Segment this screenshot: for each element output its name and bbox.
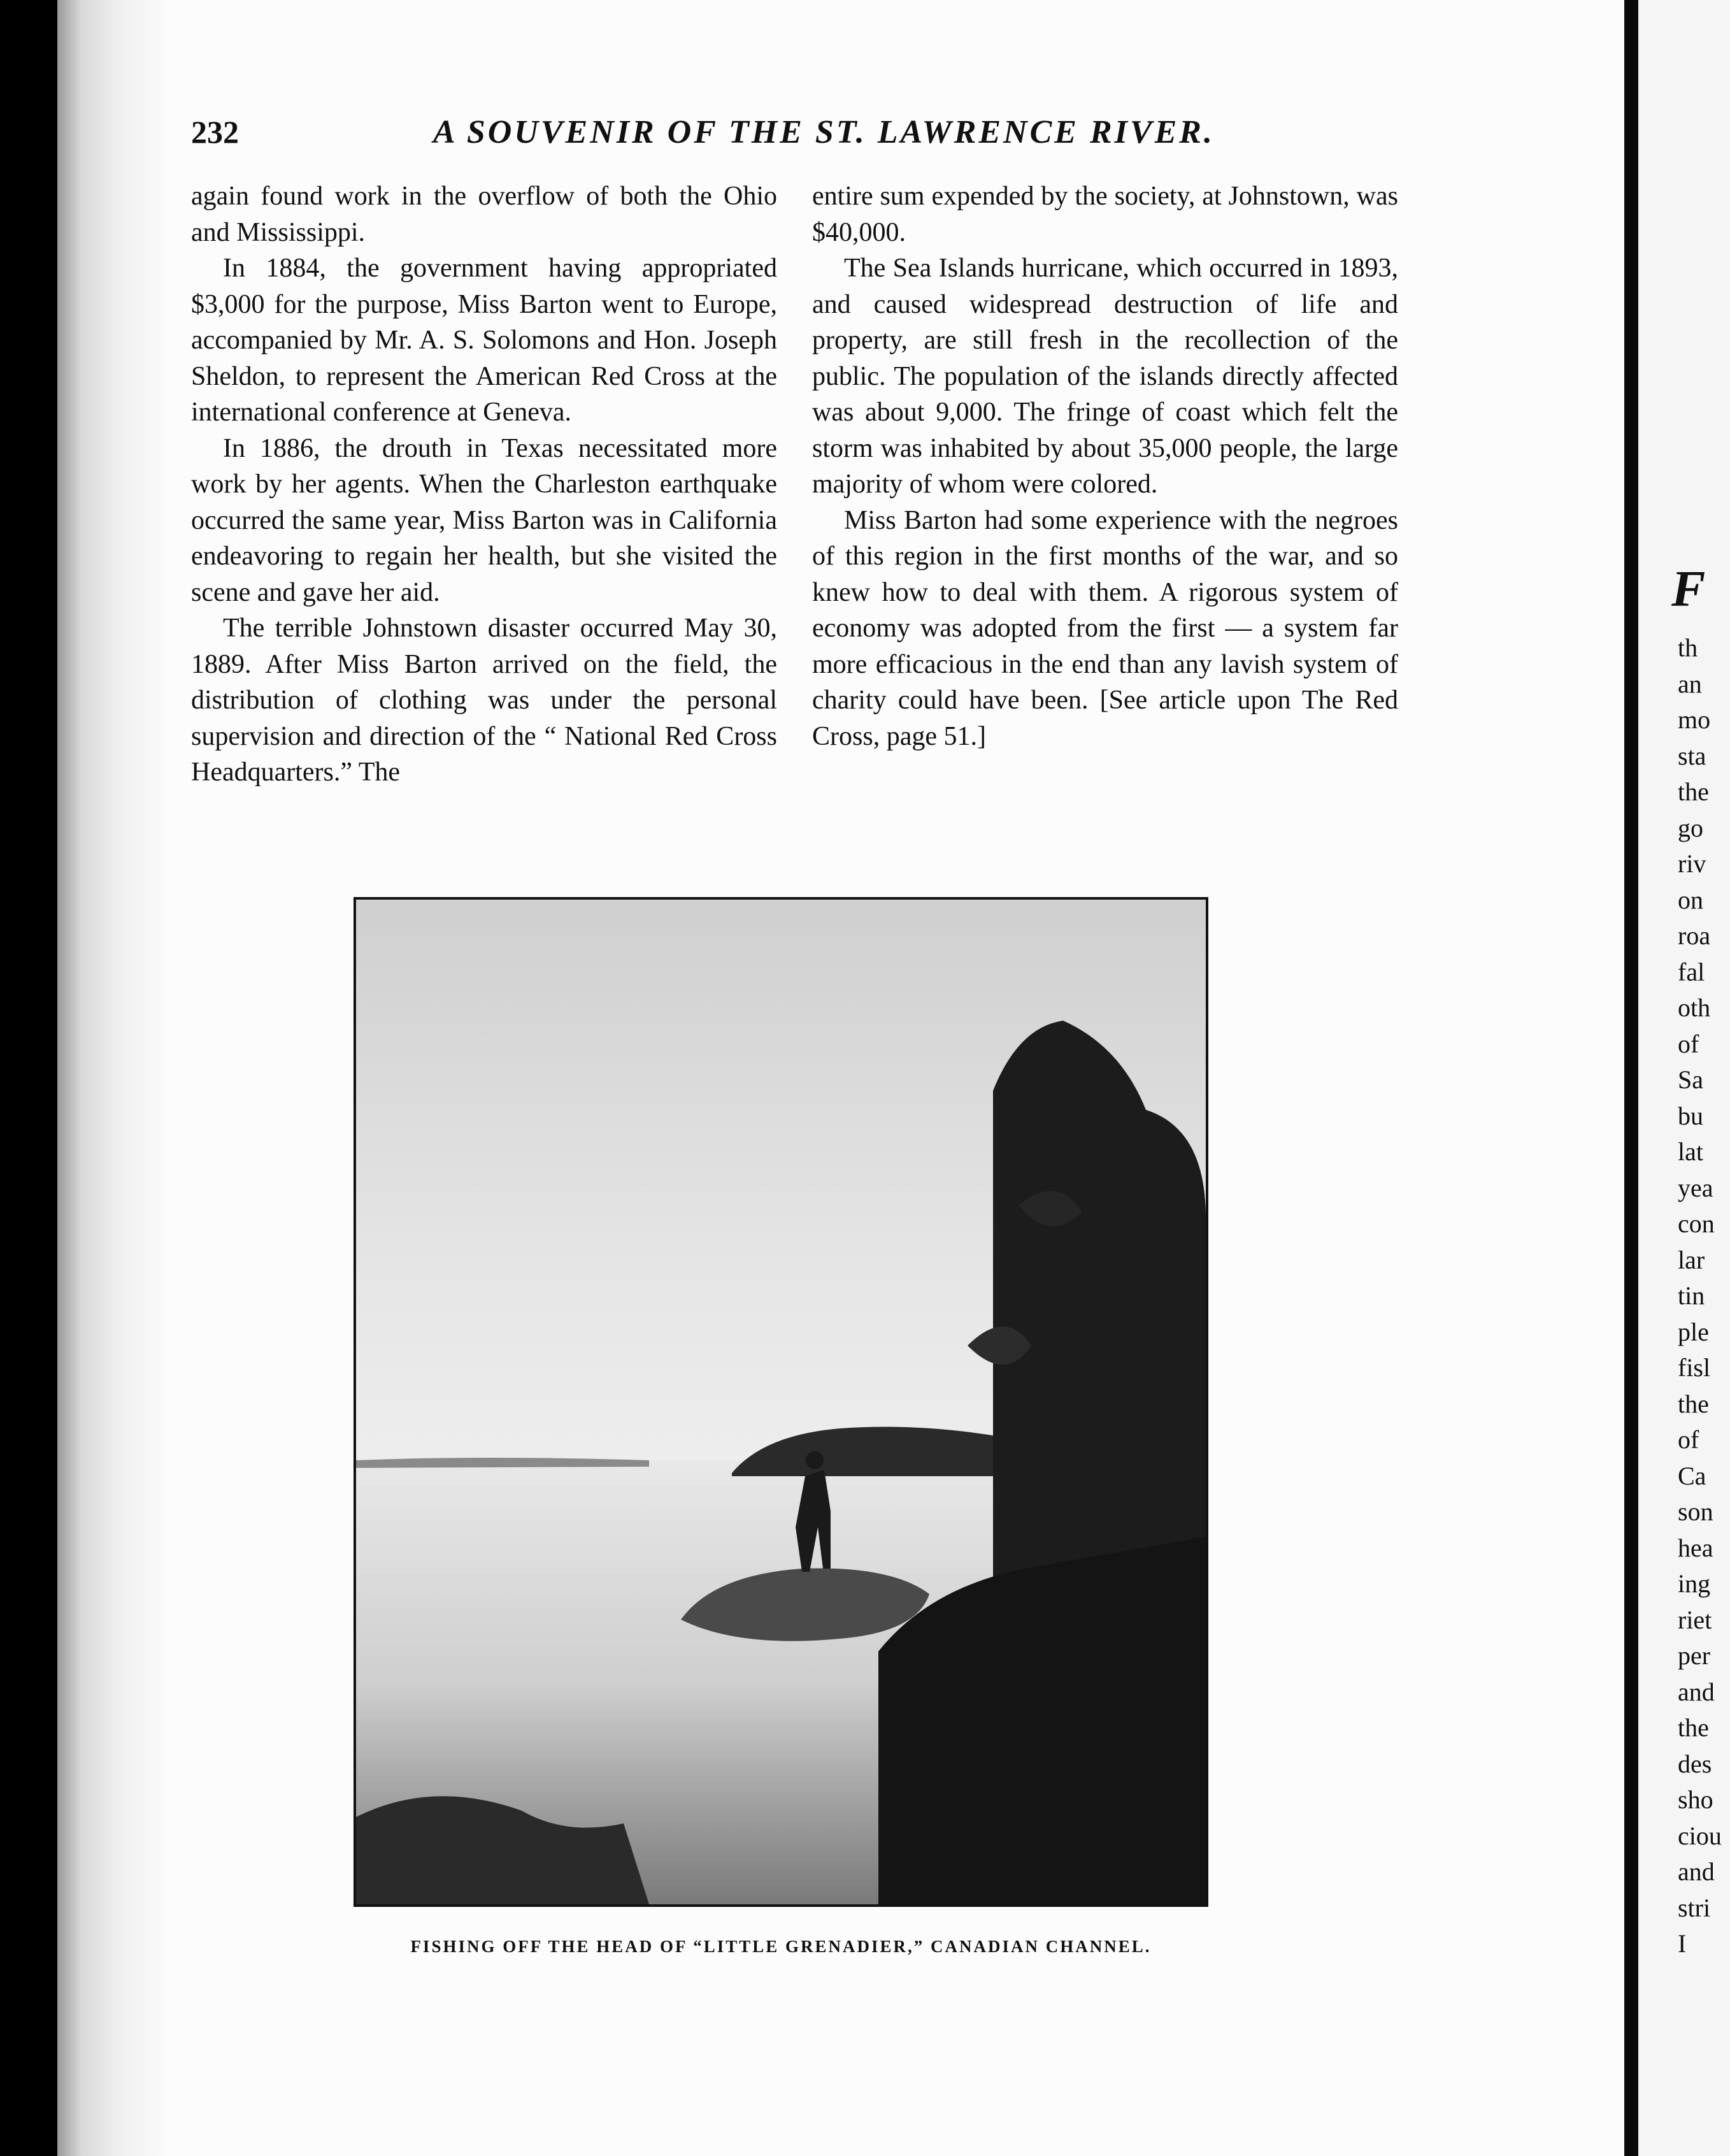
facing-page-fragment: on [1678,885,1703,914]
facing-page-fragment: per [1678,1641,1711,1670]
running-title: A SOUVENIR OF THE ST. LAWRENCE RIVER. [433,114,1215,150]
facing-page-fragment: riv [1678,849,1706,878]
photograph-illustration [356,900,1206,1904]
facing-page-fragment: th [1678,633,1698,662]
facing-page-fragment: the [1678,777,1709,806]
facing-page-fragment: fal [1678,957,1705,986]
facing-page-initial: F [1671,561,1706,617]
facing-page-fragment: Ca [1678,1461,1706,1490]
text-column-left [191,178,777,791]
facing-page [1638,0,1730,2156]
facing-page-fragment: ciou [1678,1821,1722,1850]
paragraph: In 1884, the government having appropriated $3,000 for the purpose, Miss Barton went to Europe, accompanied by Mr. A. S. Solomons and Hon. Joseph Sheldon, to represent the American Red Cross at the international conference at Geneva. [191,254,777,427]
facing-page-fragment: sta [1678,741,1706,770]
paragraph: entire sum expended by the society, at Johnstown, was $40,000. [812,182,1398,247]
facing-page-fragment: yea [1678,1173,1713,1202]
facing-page-fragment: tin [1678,1281,1705,1310]
facing-page-fragment: and [1678,1677,1715,1706]
paragraph: Miss Barton had some experience with the negroes of this region in the first months of the war, and so knew how to deal with them. A rigorous system of economy was adopted from the first — a system far more efficacious in the end than any lavish system of charity could have been. [See article upon The Red Cross, page 51.] [812,505,1398,751]
facing-page-fragment: stri [1678,1893,1711,1922]
facing-page-fragment: lat [1678,1137,1703,1166]
facing-page-fragment: of [1678,1029,1699,1058]
facing-page-fragment: ing [1678,1569,1711,1598]
paragraph: In 1886, the drouth in Texas necessitated more work by her agents. When the Charleston earthquake occurred the same year, Miss Barton was in California endeavoring to regain her health, but she visited the scene and gave her aid. [191,433,777,607]
facing-page-fragment: bu [1678,1101,1703,1130]
facing-page-fragment: and [1678,1857,1715,1886]
facing-page-fragment: son [1678,1497,1713,1526]
facing-page-fragment: hea [1678,1533,1713,1562]
facing-page-fragment: go [1678,813,1703,842]
running-head [191,113,1338,158]
facing-page-fragment: riet [1678,1605,1712,1634]
facing-page-fragment: the [1678,1713,1709,1742]
text-column-right [812,178,1398,754]
figure-caption: FISHING OFF THE HEAD OF “LITTLE GRENADIER,” CANADIAN CHANNEL. [410,1937,1152,1956]
paragraph: again found work in the overflow of both the Ohio and Mississippi. [191,182,777,247]
distant-shoreline [356,1458,649,1468]
facing-page-fragment: lar [1678,1245,1705,1274]
facing-page-fragment: oth [1678,993,1711,1022]
paragraph: The terrible Johnstown disaster occurred May 30, 1889. After Miss Barton arrived on the field, the distribution of clothing was under the personal supervision and direction of the “ National Red Cross Headquarters.” The [191,614,777,787]
facing-page-fragment: an [1678,669,1702,698]
facing-page-fragment: roa [1678,921,1711,950]
facing-page-fragment: Sa [1678,1065,1703,1094]
page-number: 232 [191,114,239,150]
facing-page-fragment: mo [1678,705,1711,734]
facing-page-fragment: des [1678,1749,1712,1778]
facing-page-fragment: I [1678,1929,1687,1958]
facing-page-fragment: sho [1678,1785,1713,1814]
facing-page-fragment: the [1678,1389,1709,1418]
facing-page-fragment: of [1678,1425,1699,1454]
facing-page-fragment: ple [1678,1317,1709,1346]
paragraph: The Sea Islands hurricane, which occurred in 1893, and caused widespread destruction of life and property, are still fresh in the recollection of the public. The population of the islands directly affected was about 9,000. The fringe of coast which felt the storm was inhabited by about 35,000 people, the large majority of whom were colored. [812,254,1398,499]
facing-page-fragment: fisl [1678,1353,1711,1382]
book-gutter [1624,0,1638,2156]
facing-page-fragment: con [1678,1209,1715,1238]
fishing-photograph [354,897,1208,1907]
